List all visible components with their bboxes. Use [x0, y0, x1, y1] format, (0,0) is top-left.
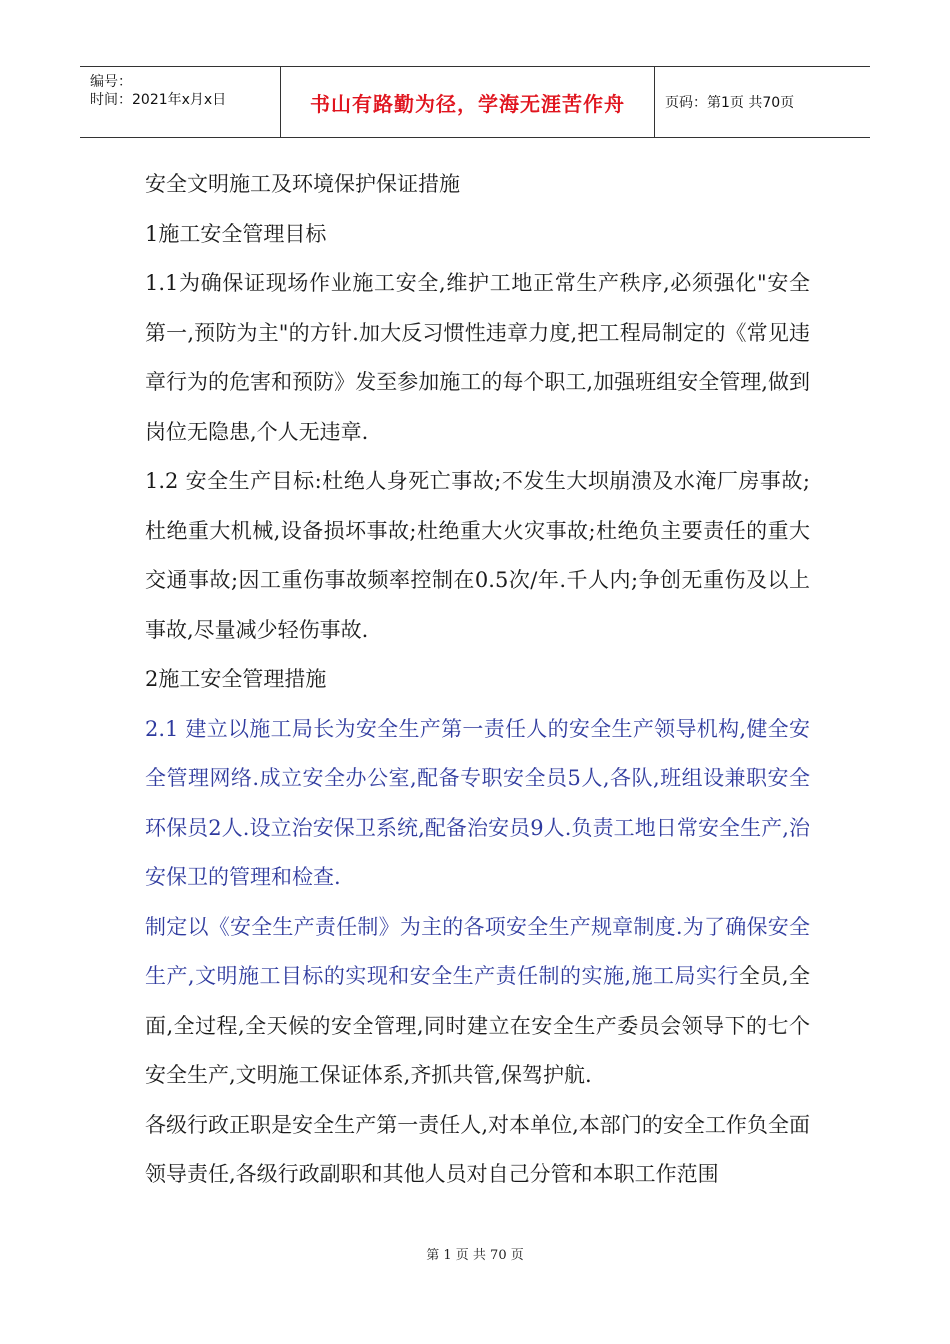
header-motto-cell — [281, 67, 655, 137]
page-header — [80, 66, 870, 138]
doc-title: 安全文明施工及环境保护保证措施 — [145, 172, 460, 196]
paragraph-regulations-black: 全员,全面,全过程,全天候的安全管理,同时建立在安全生产委员会领导下的七个安全生产,文明施工保证体系,齐抓共管,保驾护航. — [145, 964, 810, 1087]
section-heading-1: 1施工安全管理目标 — [145, 221, 327, 246]
section-heading-2: 2施工安全管理措施 — [145, 667, 327, 691]
date-label: 时间：2021年x月x日 — [90, 92, 227, 108]
paragraph-regulations-blue: 制定以《安全生产责任制》为主的各项安全生产规章制度.为了确保安全生产,文明施工目标的实现和安全生产责任制的实施,施工局实行 — [145, 914, 810, 988]
page-info: 页码：第1页 共70页 — [665, 95, 795, 111]
header-meta-cell — [80, 67, 281, 137]
page-footer: 第 1 页 共 70 页 — [426, 1248, 524, 1263]
paragraph-1-1: 1.1为确保证现场作业施工安全,维护工地正常生产秩序,必须强化"安全第一,预防为主"的方针.加大反习惯性违章力度,把工程局制定的《常见违章行为的危害和预防》发至参加施工的每个职工,加强班组安全管理,做到岗位无隐患,个人无违章. — [145, 271, 810, 444]
paragraph-2-1: 2.1 建立以施工局长为安全生产第一责任人的安全生产领导机构,健全安全管理网络.成立安全办公室,配备专职安全员5人,各队,班组设兼职安全环保员2人.设立治安保卫系统,配备治安员9人.负责工地日常安全生产,治安保卫的管理和检查. — [145, 716, 810, 889]
paragraph-regulations — [145, 903, 810, 1101]
number-label: 编号： — [90, 74, 132, 90]
paragraph-1-2: 1.2 安全生产目标:杜绝人身死亡事故;不发生大坝崩溃及水淹厂房事故;杜绝重大机械,设备损坏事故;杜绝重大火灾事故;杜绝负主要责任的重大交通事故;因工重伤事故频率控制在0.5次/年.千人内;争创无重伤及以上事故,尽量减少轻伤事故. — [145, 469, 810, 642]
header-page-cell — [655, 67, 870, 137]
paragraph-responsibility: 各级行政正职是安全生产第一责任人,对本单位,本部门的安全工作负全面领导责任,各级行政副职和其他人员对自己分管和本职工作范围 — [145, 1112, 810, 1186]
document-body — [145, 160, 810, 1200]
motto-text: 书山有路勤为径，学海无涯苦作舟 — [310, 91, 625, 116]
